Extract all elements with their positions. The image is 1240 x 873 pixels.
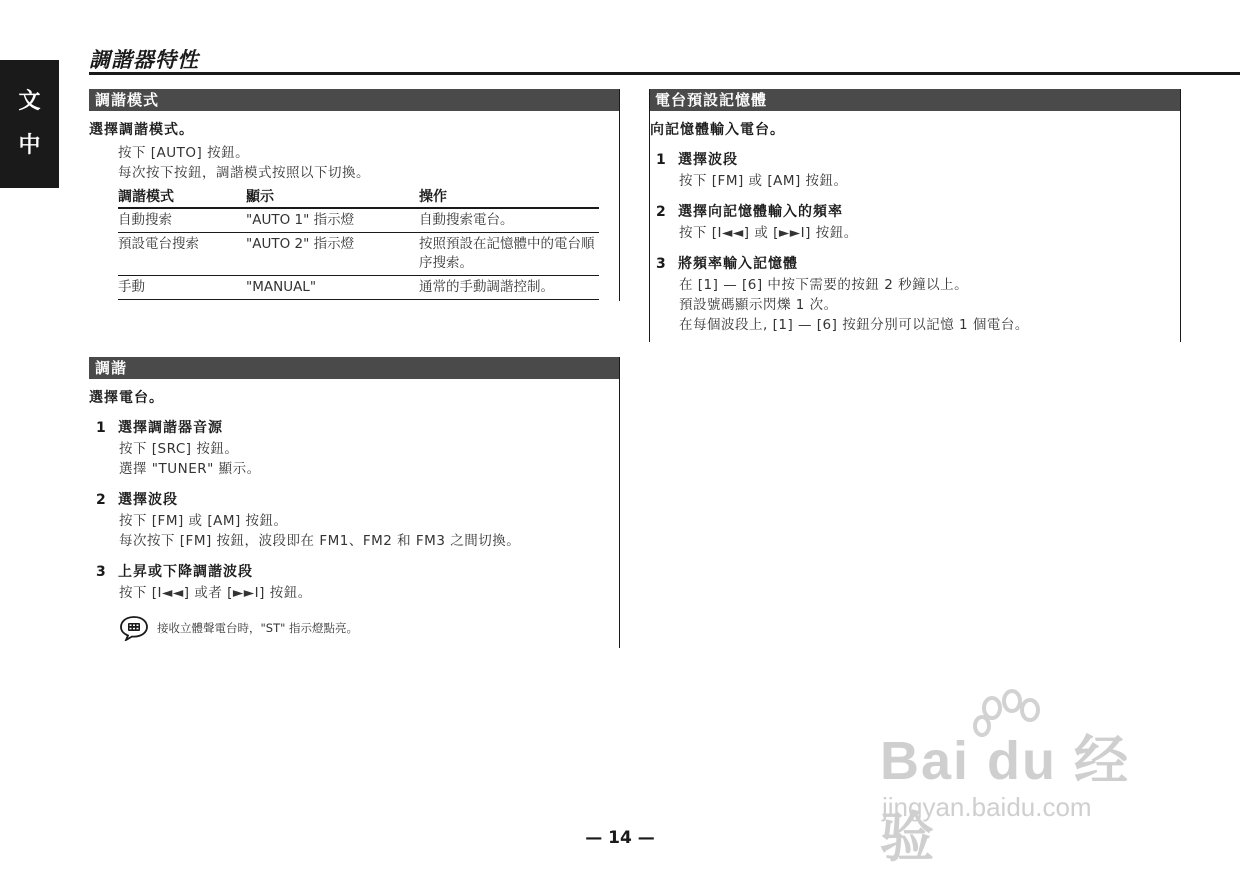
section-intro: 選擇電台。 — [89, 390, 164, 406]
step-line: 預設號碼顯示閃爍 1 次。 — [679, 297, 838, 313]
step-item — [89, 489, 620, 551]
step-line: 按下 [FM] 或 [AM] 按鈕。 — [679, 173, 848, 189]
section-right-rule — [1180, 89, 1181, 342]
language-char-1: 文 — [18, 89, 41, 114]
step-line: 每次按下 [FM] 按鈕，波段即在 FM1、FM2 和 FM3 之間切換。 — [119, 533, 521, 549]
section-right-rule — [619, 357, 620, 648]
step-item — [89, 417, 620, 479]
step-number: 1 — [96, 420, 107, 436]
table-cell: "MANUAL" — [246, 276, 419, 300]
preset-memory-section — [649, 89, 1181, 342]
table-row — [118, 276, 599, 300]
table-cell: "AUTO 2" 指示燈 — [246, 233, 419, 276]
step-title: 選擇波段 — [678, 152, 738, 168]
table-cell: 預設電台搜索 — [118, 233, 246, 276]
step-line: 按下 [FM] 或 [AM] 按鈕。 — [119, 513, 288, 529]
table-cell: "AUTO 1" 指示燈 — [246, 208, 419, 233]
step-title: 選擇波段 — [118, 492, 178, 508]
table-cell: 按照預設在記憶體中的電台順序搜索。 — [419, 233, 599, 276]
section-header: 調諧 — [89, 357, 619, 379]
tuning-section — [89, 357, 620, 648]
table-cell: 自動搜索 — [118, 208, 246, 233]
section-header: 調諧模式 — [89, 89, 619, 111]
table-cell: 通常的手動調諧控制。 — [419, 276, 599, 300]
language-tab — [0, 60, 59, 188]
section-header: 電台預設記憶體 — [649, 89, 1180, 111]
step-line: 按下 [I◄◄] 或者 [►►I] 按鈕。 — [119, 585, 312, 601]
table-cell: 手動 — [118, 276, 246, 300]
step-item — [649, 149, 1181, 191]
tuning-mode-section — [89, 89, 620, 301]
instruction-line: 每次按下按鈕，調諧模式按照以下切換。 — [118, 165, 370, 181]
step-line: 在每個波段上, [1] — [6] 按鈕分別可以記憶 1 個電台。 — [679, 317, 1029, 333]
step-number: 1 — [656, 152, 667, 168]
page-title: 調諧器特性 — [89, 48, 199, 72]
table-header-row — [118, 185, 599, 208]
title-rule — [89, 72, 1240, 75]
note-icon — [119, 615, 149, 641]
table-cell: 自動搜索電台。 — [419, 208, 599, 233]
instruction-line: 按下 [AUTO] 按鈕。 — [118, 145, 250, 161]
note — [119, 615, 620, 641]
table-row — [118, 208, 599, 233]
step-title: 選擇調諧器音源 — [118, 420, 223, 436]
section-right-rule — [619, 89, 620, 301]
section-intro: 選擇調諧模式。 — [89, 122, 194, 138]
baidu-watermark — [878, 688, 1168, 868]
step-line: 按下 [SRC] 按鈕。 — [119, 441, 239, 457]
step-number: 2 — [656, 204, 667, 220]
step-number: 2 — [96, 492, 107, 508]
watermark-main-text: Bai du 经验 — [880, 731, 1131, 868]
watermark-url: jingyan.baidu.com — [882, 792, 1092, 822]
column-header: 顯示 — [246, 185, 419, 208]
step-number: 3 — [656, 256, 667, 272]
section-left-rule — [649, 89, 650, 342]
step-item — [649, 253, 1181, 335]
step-item — [89, 561, 620, 603]
step-line: 在 [1] — [6] 中按下需要的按鈕 2 秒鐘以上。 — [679, 277, 969, 293]
step-line: 選擇 "TUNER" 顯示。 — [119, 461, 261, 477]
column-header: 調諧模式 — [118, 185, 246, 208]
step-line: 按下 [I◄◄] 或 [►►I] 按鈕。 — [679, 225, 858, 241]
table-row — [118, 233, 599, 276]
step-number: 3 — [96, 564, 107, 580]
step-title: 上昇或下降調諧波段 — [118, 564, 253, 580]
section-intro: 向記憶體輸入電台。 — [650, 122, 785, 138]
step-item — [649, 201, 1181, 243]
language-char-2: 中 — [18, 133, 41, 158]
column-header: 操作 — [419, 185, 599, 208]
page-number: — 14 — — [585, 828, 655, 848]
step-title: 將頻率輸入記憶體 — [678, 256, 798, 272]
tuning-mode-table — [118, 185, 599, 300]
note-text: 接收立體聲電台時，"ST" 指示燈點亮。 — [157, 621, 359, 635]
step-title: 選擇向記憶體輸入的頻率 — [678, 204, 843, 220]
